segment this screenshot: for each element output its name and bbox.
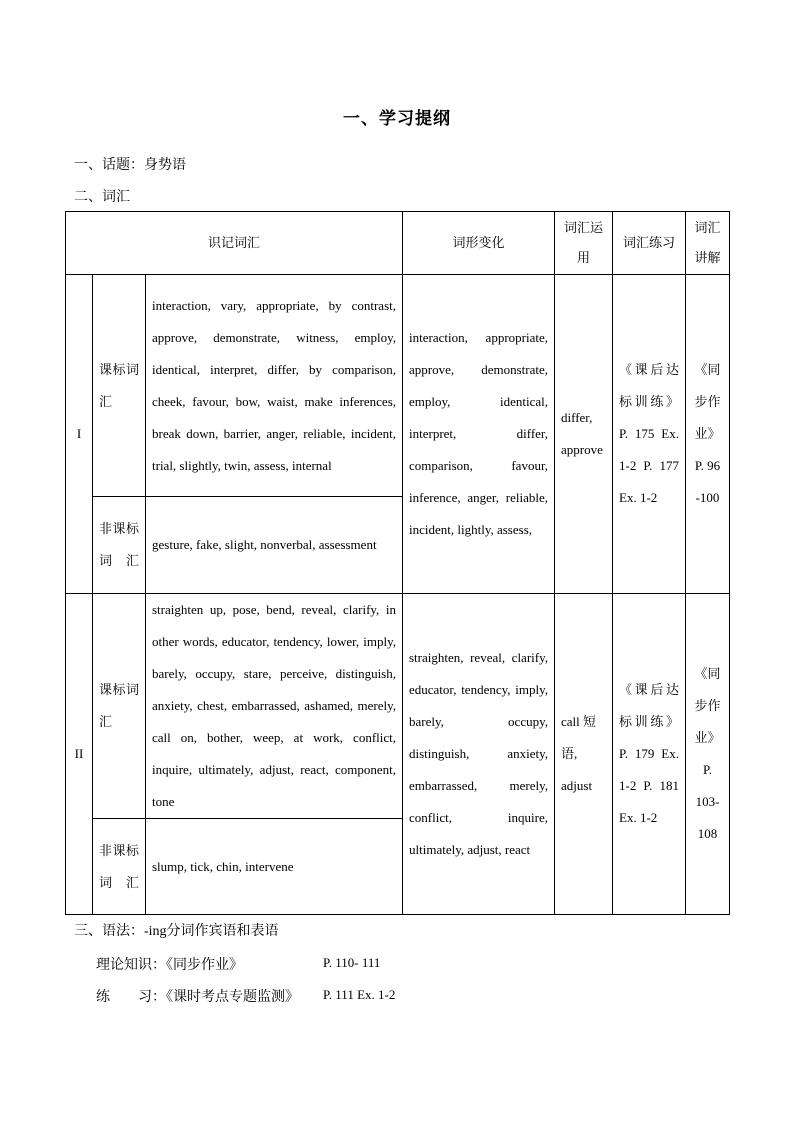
word-forms: interaction, appropriate, approve, demonstrate, employ, identical, interpret, differ, comparison, favour, inference, anger, reliable, incident, lightly, assess, [403,275,555,594]
kebiao-label: 课标词汇 [93,275,146,497]
word-usage: call 短语, adjust [555,594,613,915]
page-title: 一、学习提纲 [343,109,451,128]
feike-words: slump, tick, chin, intervene [146,819,403,915]
table-row [66,275,730,497]
word-forms: straighten, reveal, clarify, educator, tendency, imply, barely, occupy, distinguish, anxiety, embarrassed, merely, conflict, inquire, ultimately, adjust, react [403,594,555,915]
feike-label: 非课标词汇 [93,497,146,594]
word-usage: differ, approve [555,275,613,594]
header-jiangjie: 词汇讲解 [686,212,730,275]
row-number: I [66,275,93,594]
table-row [66,594,730,819]
word-explain: 《同步作业》P. 96 -100 [686,275,730,594]
feike-label: 非课标词汇 [93,819,146,915]
feike-words: gesture, fake, slight, nonverbal, assessment [146,497,403,594]
theory-label: 理论知识：《同步作业》 [96,958,243,973]
word-practice: 《课后达标训练》P. 175 Ex. 1-2 P. 177 Ex. 1-2 [613,275,686,594]
kebiao-label: 课标词汇 [93,594,146,819]
theory-ref: P. 110- 111 [323,955,381,970]
table-header-row [66,212,730,275]
row-number: II [66,594,93,915]
word-explain: 《同步作业》P. 103-108 [686,594,730,915]
kebiao-words: straighten up, pose, bend, reveal, clarify, in other words, educator, tendency, lower, imply, barely, occupy, stare, perceive, distinguish, anxiety, chest, embarrassed, ashamed, merely, call on, bother, weep, at work, conflict, inquire, ultimately, adjust, react, component, tone [146,594,403,819]
practice-label: 练 习：《课时考点专题监测》 [96,990,299,1005]
grammar-heading: 三、语法：-ing分词作宾语和表语 [74,924,279,939]
topic-heading: 一、话题：身势语 [74,158,186,173]
header-shiji: 识记词汇 [66,212,403,275]
header-lianxi: 词汇练习 [613,212,686,275]
header-cixing: 词形变化 [403,212,555,275]
header-yunyong: 词汇运用 [555,212,613,275]
word-practice: 《课后达标训练》P. 179 Ex. 1-2 P. 181 Ex. 1-2 [613,594,686,915]
vocabulary-heading: 二、词汇 [74,190,130,205]
vocabulary-table [65,211,730,915]
practice-ref: P. 111 Ex. 1-2 [323,987,396,1002]
kebiao-words: interaction, vary, appropriate, by contrast, approve, demonstrate, witness, employ, identical, interpret, differ, by comparison, cheek, favour, bow, waist, make inferences, break down, barrier, anger, reliable, incident, trial, slightly, twin, assess, internal [146,275,403,497]
